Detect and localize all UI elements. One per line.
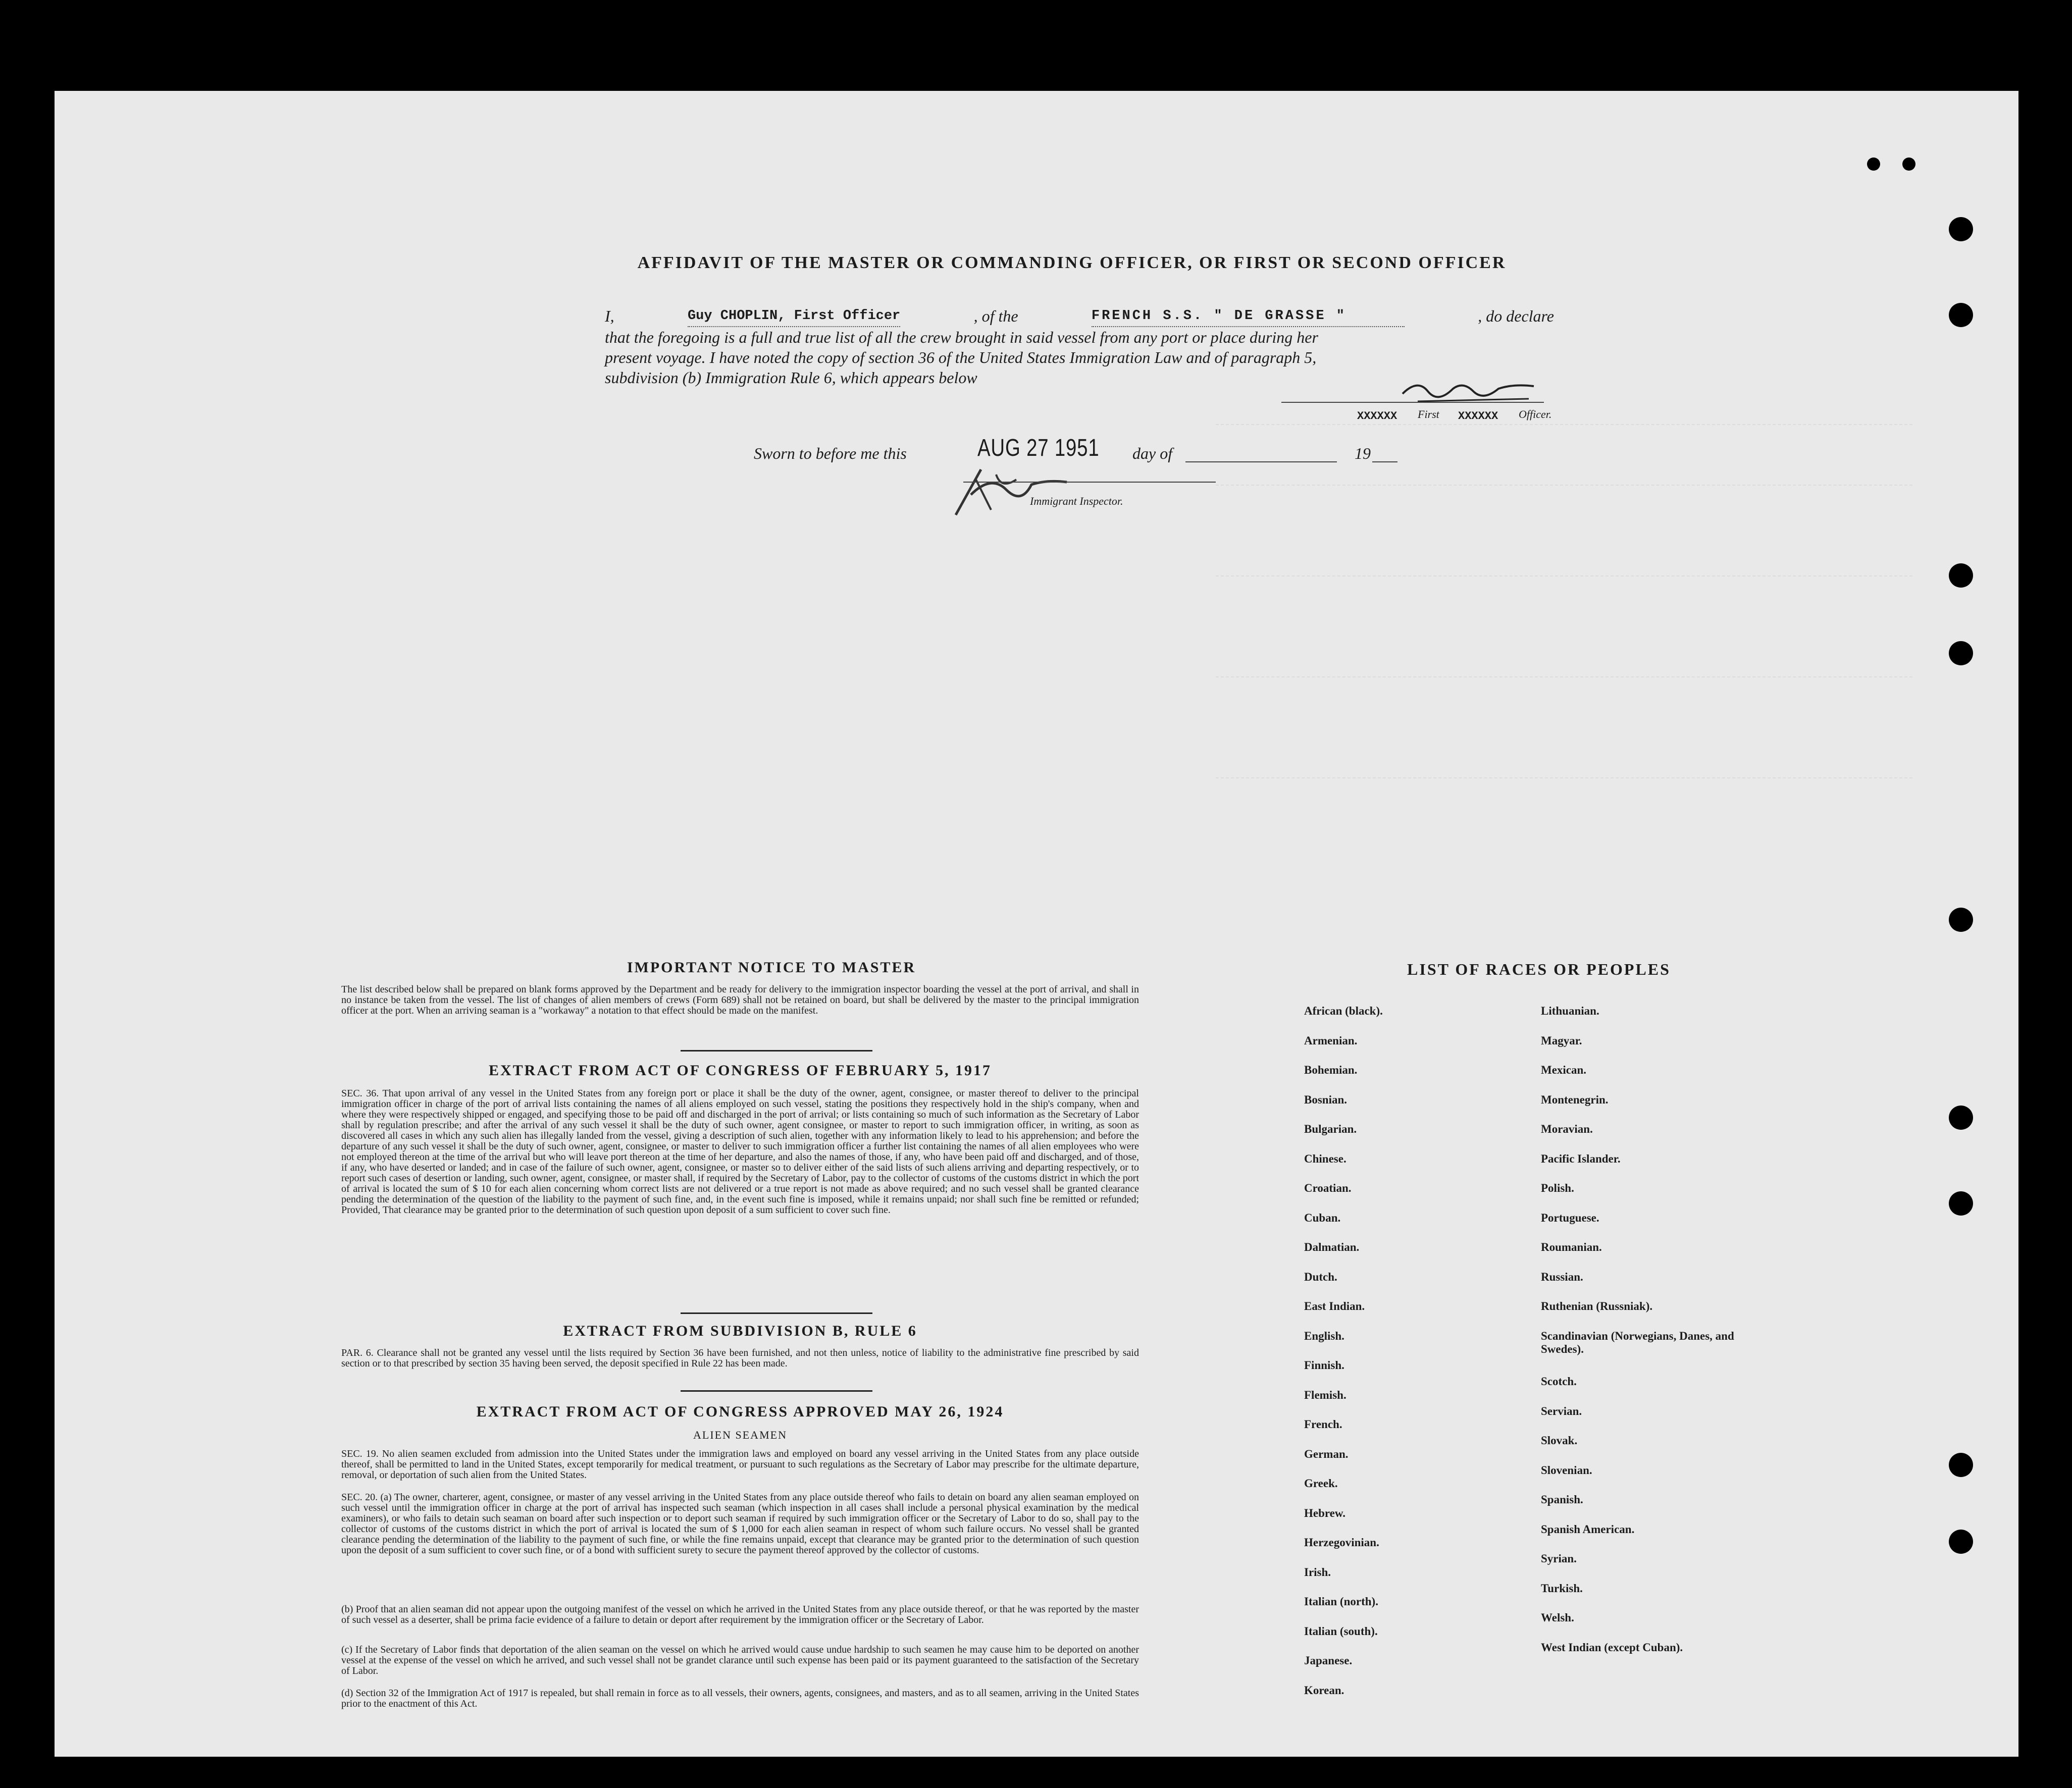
- race-item: Japanese.: [1304, 1654, 1353, 1667]
- race-item: Magyar.: [1541, 1034, 1582, 1047]
- race-item: Bosnian.: [1304, 1093, 1348, 1106]
- race-item: East Indian.: [1304, 1300, 1365, 1312]
- manifest-page: [55, 91, 2018, 1757]
- extract-1917-text: SEC. 36. That upon arrival of any vessel in the United States from any foreign port or place it shall be the duty of the owner, agent, consignee, or master thereof to deliver to the principal immigration officer in charge of the port of arrival lists containing the names of all aliens employed on such vessel, stating the positions they respectively hold in the ship's company, when and where they were respectively shipped or engaged, and specifying those to be paid off and discharged in the port of arrival; or lists containing so much of such information as the Secretary of Labor shall by regulation prescribe; and after the arrival of any such vessel it shall be the duty of such owner, agent consignee, or master to report to such immigration officer, in writing, as soon as discovered all cases in which any such alien has illegally landed from the vessel, giving a description of such alien, together with any information likely to lead to his apprehension; and before the departure of any such vessel it shall be the duty of such owner, agent, consignee, or master to deliver to such immigration officer a further list containing the names of all alien employees who were not employed thereon at the time of the arrival but who will leave port thereon at the time of her departure, and also the names of those, if any, who have been paid off and discharged, and of those, if any, who have deserted or landed; and in case of the failure of such owner, agent, consignee, or master so to deliver either of the said lists of such aliens arriving and departing respectively, or to report such cases of desertion or landing, such owner, agent, consignee, or master shall, if required by the Secretary of Labor, pay to the collector of customs of the customs district in which the port of arrival is located the sum of $ 10 for each alien concerning whom correct lists are not delivered or a true report is not made as above required; and no such vessel shall be granted clearance pending the determination of the question of the liability to the payment of such fine, and, in the event such fine is imposed, while it remains unpaid; nor shall such fine be remitted or refunded; Provided, That clearance may be granted prior to the determination of such question upon deposit of a sum sufficient to cover such fine.: [341, 1088, 1139, 1216]
- extract-1924-p2: SEC. 20. (a) The owner, charterer, agent, consignee, or master of any vessel arriving in the United States from any place outside thereof who fails to detain on board any alien seaman employed on such vessel until the immigration officer in charge at the port of arrival has inspected such seaman (which inspection in all cases shall include a personal physical examination by the medical examiners), or who fails to detain such seaman on board after such inspection or to deport such seaman if required by such immigration officer or the Secretary of Labor to do so, shall pay to the collector of customs of the customs district in which the port of arrival is located the sum of $ 1,000 for each alien seaman in respect of whom such failure occurs. No vessel shall be granted clearance pending the determination of the liability to the payment of such fine, or while the fine remains unpaid, except that clearance may be granted prior to the determination of such question upon the deposit of a sum sufficient to cover such fine, or of a bond with sufficient surety to secure the payment thereof approved by the collector of customs.: [341, 1492, 1139, 1556]
- declaration-line-2: that the foregoing is a full and true list of all the crew brought in said vessel from any port or place during her: [605, 328, 1318, 346]
- extract-1917-title: EXTRACT FROM ACT OF CONGRESS OF FEBRUARY 5, 1917: [488, 1062, 992, 1079]
- race-item: Moravian.: [1541, 1123, 1593, 1135]
- ink-dot: [1867, 157, 1880, 171]
- divider: [681, 1312, 872, 1314]
- signature-line: [1281, 402, 1544, 403]
- race-item: African (black).: [1304, 1005, 1383, 1017]
- extract-1924-title: EXTRACT FROM ACT OF CONGRESS APPROVED MAY 26, 1924: [476, 1403, 1004, 1420]
- extract-rule6-title: EXTRACT FROM SUBDIVISION B, RULE 6: [563, 1323, 917, 1339]
- races-title: LIST OF RACES OR PEOPLES: [1407, 960, 1671, 978]
- race-item: Greek.: [1304, 1477, 1338, 1490]
- race-item: Lithuanian.: [1541, 1005, 1599, 1017]
- race-item: German.: [1304, 1447, 1349, 1460]
- ink-dot: [1902, 157, 1915, 171]
- extract-1924-p1: SEC. 19. No alien seamen excluded from admission into the United States under the immigration laws and employed on board any vessel arriving in the United States from any place outside thereof, shall be permitted to land in the United States, except temporarily for medical treatment, or pursuant to such regulations as the Secretary of Labor may prescribe for the ultimate departure, removal, or deportation of such alien from the United States.: [341, 1448, 1139, 1481]
- race-item: Herzegovinian.: [1304, 1536, 1379, 1549]
- divider: [681, 1390, 872, 1392]
- punch-hole: [1949, 1530, 1973, 1554]
- race-item: Pacific Islander.: [1541, 1152, 1621, 1165]
- extract-1924-subtitle: ALIEN SEAMEN: [693, 1429, 787, 1441]
- race-item: Montenegrin.: [1541, 1093, 1609, 1106]
- race-item: Mexican.: [1541, 1064, 1587, 1076]
- race-item: Scotch.: [1541, 1375, 1577, 1388]
- race-item: Russian.: [1541, 1270, 1583, 1283]
- race-item: Welsh.: [1541, 1611, 1574, 1624]
- race-item: English.: [1304, 1329, 1344, 1342]
- race-item: Flemish.: [1304, 1388, 1346, 1401]
- officer-name: Guy CHOPLIN, First Officer: [688, 306, 900, 327]
- signature-label-first: First: [1418, 408, 1439, 420]
- race-item: Scandinavian (Norwegians, Danes, and Swedes).: [1541, 1329, 1734, 1355]
- day-of: day of: [1132, 444, 1173, 462]
- race-item: Polish.: [1541, 1182, 1574, 1194]
- notice-text: The list described below shall be prepared on blank forms approved by the Department and be ready for delivery to the immigration inspector boarding the vessel at the port of arrival, and shall in no instance be taken from the vessel. The list of changes of alien members of crews (Form 689) shall not be retained on board, but shall be delivered by the master to the principal immigration officer at the port. When an arriving seaman is a "workaway" a notation to that effect should be made on the manifest.: [341, 984, 1139, 1016]
- race-item: Croatian.: [1304, 1182, 1352, 1194]
- declare-i: I,: [605, 307, 614, 325]
- bleed-through-ghost: [1216, 424, 1912, 939]
- punch-hole: [1949, 217, 1973, 241]
- sworn-text: Sworn to before me this: [754, 444, 907, 462]
- race-item: Spanish American.: [1541, 1522, 1635, 1536]
- race-item: Turkish.: [1541, 1582, 1583, 1595]
- race-item: Finnish.: [1304, 1359, 1344, 1372]
- race-item: Hebrew.: [1304, 1506, 1345, 1519]
- signature-officer: Officer.: [1519, 408, 1552, 420]
- extract-1924-p3: (b) Proof that an alien seaman did not appear upon the outgoing manifest of the vessel on which he arrived in the United States from any place outside thereof, or that he was reported by the master of such vessel as a deserter, shall be prima facie evidence of a failure to detain or deport after requirement by the immigration officer or the Secretary of Labor.: [341, 1604, 1139, 1625]
- declaration-line-4: subdivision (b) Immigration Rule 6, which appears below: [605, 369, 977, 387]
- inspector-signature: [946, 459, 1077, 525]
- notice-title: IMPORTANT NOTICE TO MASTER: [627, 959, 916, 976]
- extract-rule6-text: PAR. 6. Clearance shall not be granted any vessel until the lists required by Section 36 have been furnished, and not then unless, notice of liability to the administrative fine prescribed by said section or to that prescribed by section 35 having been served, the deposit specified in Rule 22 has been made.: [341, 1347, 1139, 1369]
- race-item: Slovenian.: [1541, 1463, 1592, 1477]
- race-item: Cuban.: [1304, 1211, 1341, 1224]
- struck-second: XXXXXX: [1458, 410, 1498, 423]
- signature-label: [1418, 408, 1439, 421]
- race-item: Slovak.: [1541, 1434, 1578, 1447]
- inspector-label: Immigrant Inspector.: [1030, 495, 1123, 507]
- race-item: Bohemian.: [1304, 1064, 1358, 1076]
- officer-signature: [1397, 374, 1539, 409]
- race-item: Spanish.: [1541, 1493, 1583, 1506]
- race-item: Armenian.: [1304, 1034, 1358, 1047]
- divider: [681, 1050, 872, 1051]
- punch-hole: [1949, 1453, 1973, 1477]
- race-item: Chinese.: [1304, 1152, 1346, 1165]
- day-of-line: [1185, 461, 1337, 462]
- race-item: Bulgarian.: [1304, 1123, 1357, 1135]
- punch-hole: [1949, 1191, 1973, 1216]
- race-item: Portuguese.: [1541, 1211, 1599, 1224]
- year-prefix: 19: [1355, 444, 1371, 462]
- race-item: Ruthenian (Russniak).: [1541, 1300, 1653, 1312]
- declare-of-the: , of the: [973, 307, 1018, 325]
- race-item: Roumanian.: [1541, 1241, 1602, 1253]
- race-item: Servian.: [1541, 1404, 1582, 1417]
- race-item: Korean.: [1304, 1684, 1344, 1697]
- inspector-line: [963, 482, 1216, 483]
- race-item: Italian (south).: [1304, 1624, 1378, 1638]
- punch-hole: [1949, 563, 1973, 588]
- year-line: [1372, 461, 1397, 462]
- affidavit-title: AFFIDAVIT OF THE MASTER OR COMMANDING OFFICER, OR FIRST OR SECOND OFFICER: [637, 253, 1507, 272]
- race-item: Dalmatian.: [1304, 1241, 1360, 1253]
- punch-hole: [1949, 1106, 1973, 1130]
- struck-master: XXXXXX: [1357, 410, 1397, 423]
- extract-1924-p5: (d) Section 32 of the Immigration Act of 1917 is repealed, but shall remain in force as to all vessels, their owners, agents, consignees, and masters, and as to all seamen, arriving in the United States prior to the enactment of this Act.: [341, 1688, 1139, 1709]
- punch-hole: [1949, 303, 1973, 327]
- date-stamp: AUG 27 1951: [977, 435, 1100, 461]
- declaration-line-3: present voyage. I have noted the copy of section 36 of the United States Immigration Law and of paragraph 5,: [605, 348, 1317, 366]
- punch-hole: [1949, 908, 1973, 932]
- race-item: Dutch.: [1304, 1270, 1337, 1283]
- extract-1924-p4: (c) If the Secretary of Labor finds that deportation of the alien seaman on the vessel on which he arrived would cause undue hardship to such seamen he may cause him to be deported on another vessel at the expense of the vessel on which he arrived, and such vessel shall not be grandet clarance until such expense has been paid or its payment guaranteed to the satisfaction of the Secretary of Labor.: [341, 1644, 1139, 1676]
- race-item: French.: [1304, 1418, 1342, 1431]
- race-item: Syrian.: [1541, 1552, 1577, 1565]
- declare-do-declare: , do declare: [1478, 307, 1554, 325]
- race-item: Italian (north).: [1304, 1595, 1378, 1608]
- race-item: Irish.: [1304, 1565, 1331, 1579]
- punch-hole: [1949, 641, 1973, 665]
- race-item: West Indian (except Cuban).: [1541, 1641, 1683, 1654]
- vessel-name: FRENCH S.S. " DE GRASSE ": [1092, 306, 1405, 327]
